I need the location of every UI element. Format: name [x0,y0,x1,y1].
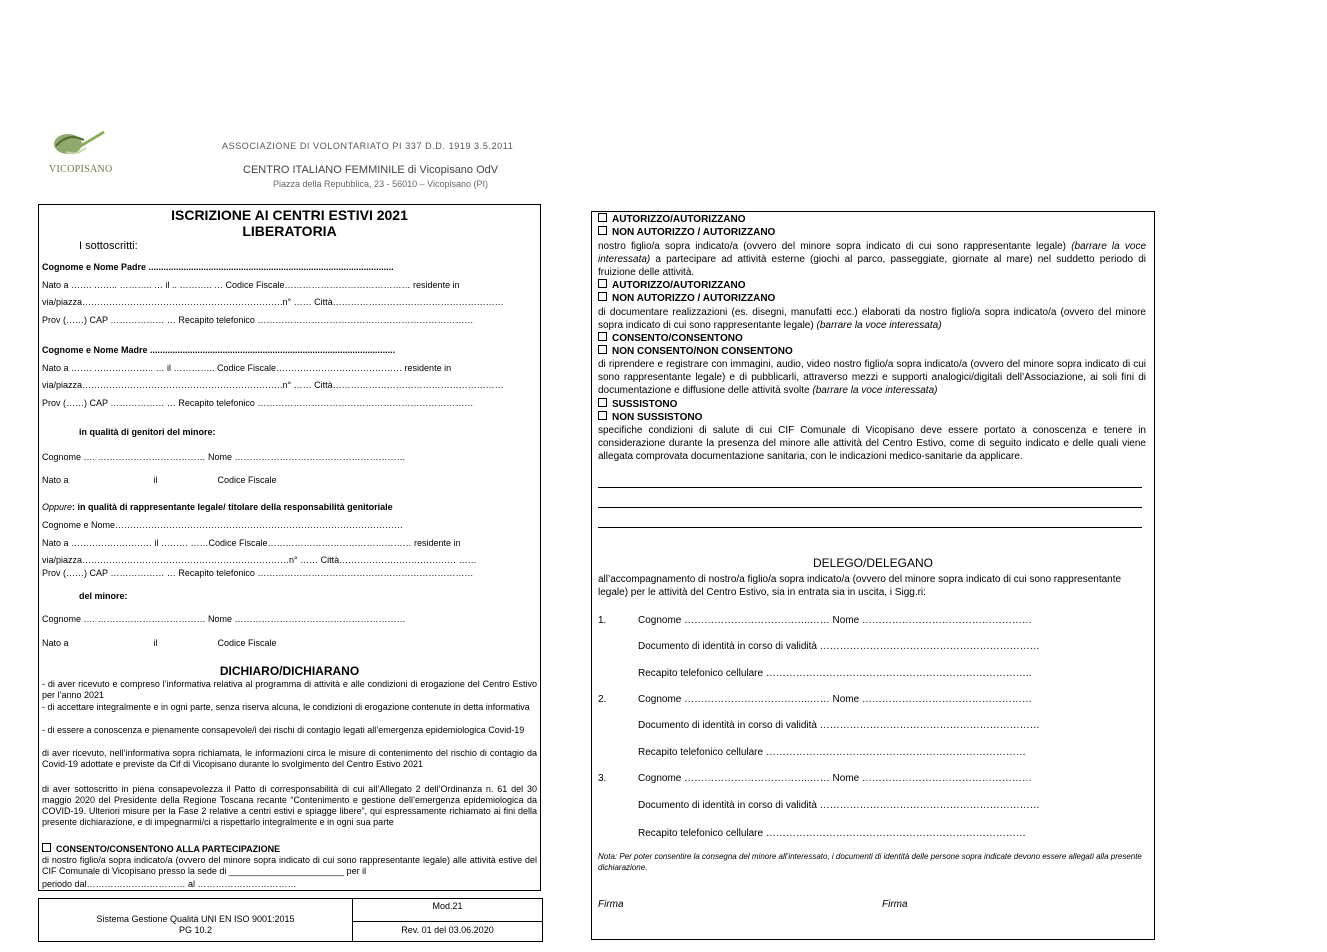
delegate-3-document[interactable]: Documento di identità in corso di validità ………………………………………………………… [638,800,1040,811]
non-autorizzo-checkbox-2[interactable] [598,292,607,301]
association-registration: ASSOCIAZIONE DI VOLONTARIATO PI 337 D.D. 1919 3.5.2011 [222,141,514,151]
signature-label-1[interactable]: Firma [598,899,624,910]
external-activities-main: nostro figlio/a sopra indicato/a (ovvero del minore sopra indicato di cui sono rappresentante legale) [598,241,1072,252]
declaration-2: - di accettare integralmente e in ogni parte, senza riserva alcuna, le condizioni di erogazione contenute in detta informativa [42,702,530,712]
consento-checkbox-right[interactable] [598,332,607,341]
rappr-phone-field[interactable]: Prov (……) CAP ……………… … Recapito telefonico ……………………………………………………………… [42,568,474,578]
non-sussistono-checkbox[interactable] [598,411,607,420]
delegate-1-name[interactable]: Cognome ………………………………..…… Nome …………………………………………… [638,615,1032,626]
logo-text: VICOPISANO [49,164,113,175]
sussistono-option[interactable] [598,398,1146,411]
organization-address: Piazza della Repubblica, 23 - 56010 – Vicopisano (PI) [273,179,488,189]
padre-address-field[interactable]: via/piazza………………………………………………………….n° …… Città………………………………………………… [42,297,504,307]
sussistono-label: SUSSISTONO [612,399,678,410]
oppure-text: : in qualità di rappresentante legale/ titolare della responsabilità genitoriale [72,502,393,512]
health-conditions-text: specifiche condizioni di salute di cui CIF Comunale di Vicopisano deve essere portato a conoscenza e tenere in considerazione durante la presenza del minore alle attività del Centro Estivo, come di seguito indicato e delle quali viene allegata comprovata documentazione sanitaria, con le indicazioni medico-sanitarie da applicare. [598,425,1146,462]
delegate-3-number: 3. [598,773,607,784]
declaration-3: - di essere a conoscenza e pienamente consapevole/i dei rischi di contagio legati all’emergenza epidemiologica Covid-19 [42,725,525,735]
minore2-birth-field[interactable]: Nato a il Codice Fiscale [42,638,277,648]
form-subtitle: LIBERATORIA [242,223,337,239]
note-text: Nota: Per poter consentire la consegna del minore all’interessato, i documenti di identità delle persone sopra indicate devono essere allegati alla presente dichiarazione. [598,852,1142,872]
non-autorizzo-option-2[interactable] [598,292,1146,305]
organization-name: CENTRO ITALIANO FEMMINILE di Vicopisano OdV [243,164,499,176]
consento-label-right: CONSENTO/CONSENTONO [612,333,743,344]
autorizzo-checkbox-1[interactable] [598,213,607,222]
sottoscritti-label: I sottoscritti: [79,240,138,252]
madre-phone-field[interactable]: Prov (……) CAP ……………… … Recapito telefonico ……………………………………………………………… [42,398,474,408]
non-sussistono-label: NON SUSSISTONO [612,412,703,423]
autorizzo-option-1[interactable] [598,213,1146,226]
madre-birth-field[interactable]: Nato a ……. ……………….. … il ………….. Codice Fiscale…………………………………… residente in [42,363,452,373]
sussistono-checkbox[interactable] [598,398,607,407]
oppure-prefix: Oppure [42,502,73,512]
rappr-address-field[interactable]: via/piazza……………………………………………………………n° …… Città………………………………… …… [42,555,477,565]
delego-text: all’accompagnamento di nostro/a figlio/a sopra indicato/a (ovvero del minore sopra indicato di cui sono rappresentante legale) per le attività del Centro Estivo, sia in entrata sia in uscita, i Sigg.ri: [598,574,1122,598]
period-field[interactable]: periodo dal…………………………… al …………………………… [42,879,297,889]
madre-name-field[interactable]: Cognome e Nome Madre .................................................................................................. [42,345,396,355]
declaration-1: - di aver ricevuto e compreso l’informativa relativa al programma di attività e alle condizioni di erogazione del Centro Estivo per l’anno 2021 [42,679,537,700]
padre-birth-field[interactable]: Nato a ……. …….. ……….. … il .. ……….. … Codice Fiscale…………………………………… residente in [42,280,460,290]
autorizzo-option-2[interactable] [598,279,1146,292]
quality-footer [38,898,543,942]
consento-option[interactable] [598,332,1146,345]
notes-line-3[interactable] [598,527,1142,528]
consento-checkbox[interactable] [42,843,51,852]
authorization-form [591,211,1155,940]
non-autorizzo-label-1: NON AUTORIZZO / AUTORIZZANO [612,227,776,238]
delegate-1-number: 1. [598,615,607,626]
documentation-main: di documentare realizzazioni (es. disegni, manufatti ecc.) elaborati da nostro figlio/a sopra indicato/a (ovvero del minore sopra indicato di cui sono rappresentante legale) [598,307,1146,331]
consento-partecipazione[interactable] [42,843,537,855]
rappr-birth-field[interactable]: Nato a ……………………… il ……… ……Codice Fiscale………………………………………… residente in [42,538,461,548]
non-autorizzo-checkbox-1[interactable] [598,226,607,235]
declaration-5: di aver sottoscritto in piena consapevolezza il Patto di corresponsabilità di cui all’Allegato 2 dell’Ordinanza n. 61 del 30 maggio 2020 del Presidente della Regione Toscana recante “Contenimento e gestione dell’emergenza epidemiologica da COVID-19. Ulteriori misure per la Fase 2 relative a centri estivi e spiagge libere”, qui espressamente richiamato ai fini della presente dichiarazione, e di impegnarmi/ci a rispettarlo integralmente e in ogni sua parte [42,784,537,827]
del-minore-label: del minore: [79,591,128,601]
form-title: ISCRIZIONE AI CENTRI ESTIVI 2021 [171,207,408,223]
minore1-birth-field[interactable]: Nato a il Codice Fiscale [42,475,277,485]
participation-text: di nostro figlio/a sopra indicato/a (ovvero del minore sopra indicato di cui sono rappresentante legale) alle attività estive del CIF Comunale di Vicopisano presso la sede di _______________________ per il [42,855,537,876]
oppure-label [42,502,537,513]
procedure-code: PG 10.2 [178,925,213,935]
consento-label: CONSENTO/CONSENTONO ALLA PARTECIPAZIONE [56,844,281,854]
documentation-text [598,306,1146,332]
genitori-label: in qualità di genitori del minore: [79,427,216,437]
delegate-2-name[interactable]: Cognome ………………………………..…… Nome …………………………………………… [638,694,1032,705]
quality-system-cell [39,899,353,941]
non-sussistono-option[interactable] [598,411,1146,424]
notes-line-2[interactable] [598,507,1142,508]
media-consent-text [598,358,1146,397]
padre-phone-field[interactable]: Prov (……) CAP ……………… … Recapito telefonico ……………………………………………………………… [42,315,474,325]
notes-line-1[interactable] [598,487,1142,488]
rappr-name-field[interactable]: Cognome e Nome…………………………………………………………………………………… [42,520,404,530]
autorizzo-label-2: AUTORIZZO/AUTORIZZANO [612,280,746,291]
dichiaro-heading: DICHIARO/DICHIARANO [219,664,360,678]
delego-heading: DELEGO/DELEGANO [812,556,934,570]
documentation-note: (barrare la voce interessata) [816,320,942,331]
non-consento-checkbox[interactable] [598,345,607,354]
non-consento-label: NON CONSENTO/NON CONSENTONO [612,346,793,357]
madre-address-field[interactable]: via/piazza………………………………………………………….n° …… Città………………………………………………… [42,380,504,390]
external-activities-rest: a partecipare ad attività esterne (giochi al parco, passeggiate, giornate al mare) nel suddetto periodo di fruizione delle attività. [598,254,1146,278]
registration-form [38,204,541,891]
external-activities-text [598,240,1146,279]
delegate-2-document[interactable]: Documento di identità in corso di validità ………………………………………………………… [638,720,1040,731]
external-activities-note: (barrare la voce interessata) [598,241,1146,265]
signature-label-2[interactable]: Firma [882,899,908,910]
delegate-2-phone[interactable]: Recapito telefonico cellulare …………………………………………………………………… [638,747,1026,758]
delegate-1-phone[interactable]: Recapito telefonico cellulare …………………………………………………………………….. [638,668,1032,679]
delegate-3-name[interactable]: Cognome ………………………………..…… Nome …………………………………………… [638,773,1032,784]
declaration-4: di aver ricevuto, nell’informativa sopra richiamata, le informazioni circa le misure di contenimento del rischio di contagio da Covid-19 adottate e previste da Cif di Vicopisano durante lo svolgimento del Centro Estivo 2021 [42,748,537,769]
non-autorizzo-option-1[interactable] [598,226,1146,239]
non-consento-option[interactable] [598,345,1146,358]
module-number: Mod.21 [353,899,542,922]
revision: Rev. 01 del 03.06.2020 [401,925,494,935]
media-consent-main: di riprendere e registrare con immagini, audio, video nostro figlio/a sopra indicato/a (ovvero del minore sopra indicato di cui sono rappresentante legale) e di pubblicarli, attraverso mezzi e supporti analogici/digitali dell’Associazione, ai soli fini di documentazione e diffusione delle attività svolte [598,359,1146,396]
minore2-name-field[interactable]: Cognome …. ……………………………… Nome ………………………………………………… [42,614,406,624]
delegate-2-number: 2. [598,694,607,705]
delegate-3-phone[interactable]: Recapito telefonico cellulare …………………………………………………………………… [638,828,1026,839]
autorizzo-label-1: AUTORIZZO/AUTORIZZANO [612,214,746,225]
quality-system: Sistema Gestione Qualità UNI EN ISO 9001:2015 [96,914,295,924]
non-autorizzo-label-2: NON AUTORIZZO / AUTORIZZANO [612,293,776,304]
minore1-name-field[interactable]: Cognome …. ……………………………… Nome ………………………………………………… [42,452,406,462]
media-consent-note: (barrare la voce interessata) [812,385,938,396]
padre-name-field[interactable]: Cognome e Nome Padre .................................................................................................. [42,262,394,272]
delegate-1-document[interactable]: Documento di identità in corso di validità ………………………………………………………… [638,641,1040,652]
autorizzo-checkbox-2[interactable] [598,279,607,288]
